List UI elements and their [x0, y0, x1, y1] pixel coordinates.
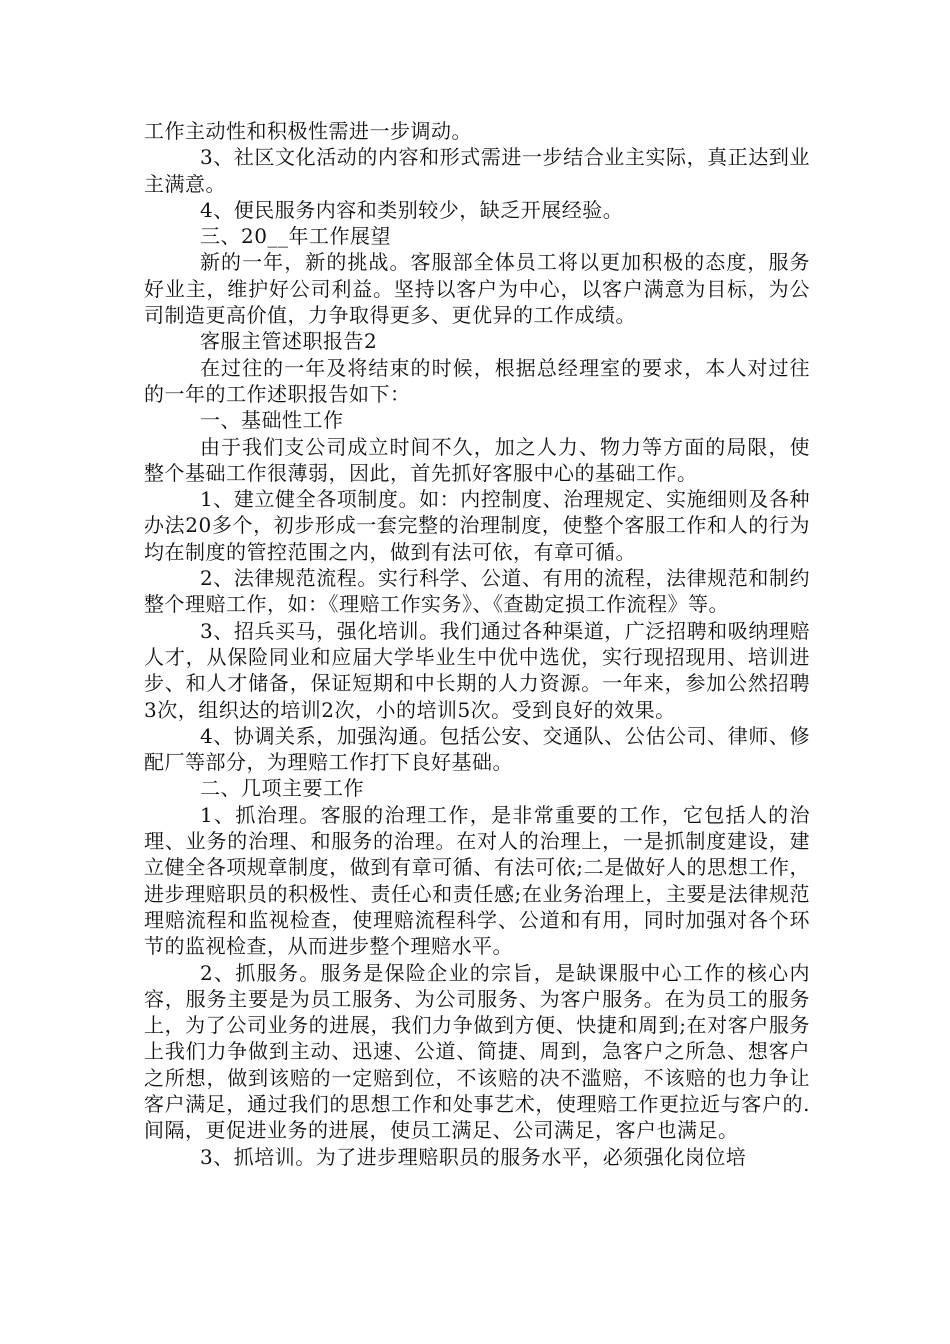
section-heading: 二、几项主要工作 [200, 776, 364, 801]
paragraph: 2、法律规范流程。实行科学、公道、有用的流程，法律规范和制约整个理赔工作，如：《理赔工作实务》、《查勘定损工作流程》等。 [144, 566, 810, 617]
paragraph: 工作主动性和积极性需进一步调动。 [144, 119, 472, 143]
document-body [144, 118, 810, 1170]
paragraph: 2、抓服务。服务是保险企业的宗旨，是缺课服中心工作的核心内容，服务主要是为员工服务、为公司服务、为客户服务。在为员工的服务上，为了公司业务的进展，我们力争做到方便、快捷和周到;在对客户服务上我们力争做到主动、迅速、公道、简捷、周到，急客户之所急、想客户之所想，做到该赔的一定赔到位，不该赔的决不滥赔，不该赔的也力争让客户满足，通过我们的思想工作和处事艺术，使理赔工作更拉近与客户的.间隔，更促进业务的进展，使员工满足、公司满足，客户也满足。 [144, 960, 810, 1143]
paragraph: 新的一年，新的挑战。客服部全体员工将以更加积极的态度，服务好业主，维护好公司利益。坚持以客户为中心，以客户满意为目标，为公司制造更高价值，力争取得更多、更优异的工作成绩。 [144, 250, 810, 328]
section-heading: 三、20__年工作展望 [200, 224, 391, 249]
paragraph: 由于我们支公司成立时间不久，加之人力、物力等方面的局限，使整个基础工作很薄弱，因此，首先抓好客服中心的基础工作。 [144, 434, 810, 485]
paragraph: 在过往的一年及将结束的时候，根据总经理室的要求，本人对过往的一年的工作述职报告如下： [144, 355, 810, 406]
paragraph: 3、社区文化活动的内容和形式需进一步结合业主实际，真正达到业主满意。 [144, 145, 810, 196]
paragraph: 1、抓治理。客服的治理工作，是非常重要的工作，它包括人的治理、业务的治理、和服务的治理。在对人的治理上，一是抓制度建设，建立健全各项规章制度，做到有章可循、有法可依;二是做好人的思想工作，进步理赔职员的积极性、责任心和责任感;在业务治理上，主要是法律规范理赔流程和监视检查，使理赔流程科学、公道和有用，同时加强对各个环节的监视检查，从而进步整个理赔水平。 [144, 802, 810, 959]
paragraph: 3、抓培训。为了进步理赔职员的服务水平，必须强化岗位培 [200, 1144, 747, 1169]
paragraph: 4、协调关系，加强沟通。包括公安、交通队、公估公司、律师、修配厂等部分，为理赔工作打下良好基础。 [144, 723, 810, 775]
paragraph: 3、招兵买马，强化培训。我们通过各种渠道，广泛招聘和吸纳理赔人才，从保险同业和应届大学毕业生中优中选优，实行现招现用、培训进步、和人才储备，保证短期和中长期的人力资源。一年来，参加公然招聘3次，组织达的培训2次，小的培训5次。受到良好的效果。 [144, 618, 810, 722]
report-title: 客服主管述职报告2 [200, 329, 378, 354]
paragraph: 4、便民服务内容和类别较少，缺乏开展经验。 [200, 197, 624, 222]
section-heading: 一、基础性工作 [200, 408, 344, 433]
paragraph: 1、建立健全各项制度。如：内控制度、治理规定、实施细则及各种办法20多个，初步形成一套完整的治理制度，使整个客服工作和人的行为均在制度的管控范围之内，做到有法可依，有章可循。 [144, 487, 810, 564]
